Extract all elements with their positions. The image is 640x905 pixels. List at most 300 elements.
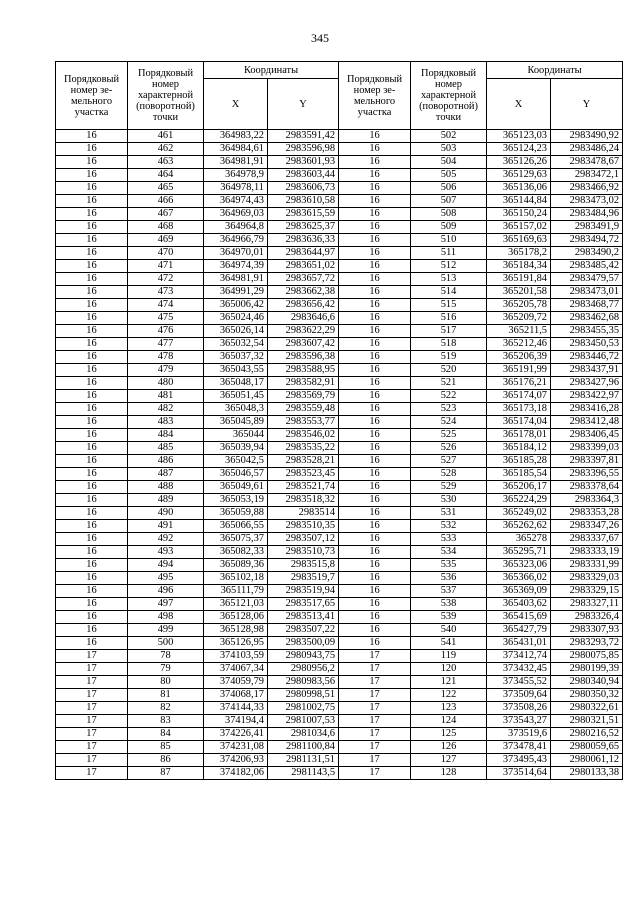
point-cell: 514 [411,286,487,299]
x-cell: 365043,55 [204,364,268,377]
parcel-cell: 16 [339,442,411,455]
x-cell: 365403,62 [487,598,551,611]
x-cell: 365427,79 [487,624,551,637]
parcel-cell: 16 [339,351,411,364]
y-cell: 2980199,39 [551,663,623,676]
header-coordinates: Координаты [204,62,339,79]
parcel-cell: 16 [56,364,128,377]
parcel-cell: 16 [56,481,128,494]
point-cell: 506 [411,182,487,195]
y-cell: 2983473,01 [551,286,623,299]
point-cell: 509 [411,221,487,234]
table-row [56,273,623,286]
x-cell: 365089,36 [204,559,268,572]
parcel-cell: 16 [339,390,411,403]
y-cell: 2983657,72 [268,273,339,286]
y-cell: 2983485,42 [551,260,623,273]
point-cell: 124 [411,715,487,728]
parcel-cell: 17 [56,650,128,663]
x-cell: 364978,11 [204,182,268,195]
y-cell: 2983468,77 [551,299,623,312]
table-header [56,62,623,130]
parcel-cell: 16 [56,273,128,286]
x-cell: 374194,4 [204,715,268,728]
table-row [56,689,623,702]
point-cell: 79 [128,663,204,676]
x-cell: 365039,94 [204,442,268,455]
x-cell: 365053,19 [204,494,268,507]
x-cell: 365173,18 [487,403,551,416]
x-cell: 374206,93 [204,754,268,767]
parcel-cell: 17 [339,741,411,754]
x-cell: 365191,84 [487,273,551,286]
table-row [56,702,623,715]
y-cell: 2983455,35 [551,325,623,338]
x-cell: 364978,9 [204,169,268,182]
y-cell: 2983479,57 [551,273,623,286]
x-cell: 373495,43 [487,754,551,767]
y-cell: 2983569,79 [268,390,339,403]
point-cell: 525 [411,429,487,442]
header-parcel-number: Порядковый номер зе- мельного участка [56,62,128,130]
point-cell: 80 [128,676,204,689]
table-row [56,325,623,338]
y-cell: 2983528,21 [268,455,339,468]
y-cell: 2983510,73 [268,546,339,559]
table-row [56,520,623,533]
y-cell: 2980943,75 [268,650,339,663]
point-cell: 504 [411,156,487,169]
x-cell: 373455,52 [487,676,551,689]
table-row [56,299,623,312]
parcel-cell: 17 [56,663,128,676]
point-cell: 82 [128,702,204,715]
x-cell: 373514,64 [487,767,551,780]
parcel-cell: 17 [56,728,128,741]
parcel-cell: 16 [339,273,411,286]
point-cell: 462 [128,143,204,156]
point-cell: 128 [411,767,487,780]
y-cell: 2983535,22 [268,442,339,455]
table-row [56,468,623,481]
y-cell: 2983462,68 [551,312,623,325]
x-cell: 364983,22 [204,130,268,143]
parcel-cell: 17 [56,767,128,780]
header-coordinates: Координаты [487,62,623,79]
parcel-cell: 16 [56,624,128,637]
x-cell: 365046,57 [204,468,268,481]
x-cell: 365205,78 [487,299,551,312]
x-cell: 365144,84 [487,195,551,208]
y-cell: 2983662,38 [268,286,339,299]
x-cell: 364984,61 [204,143,268,156]
parcel-cell: 16 [339,221,411,234]
point-cell: 519 [411,351,487,364]
x-cell: 374067,34 [204,663,268,676]
point-cell: 528 [411,468,487,481]
y-cell: 2983656,42 [268,299,339,312]
point-cell: 119 [411,650,487,663]
parcel-cell: 16 [56,585,128,598]
point-cell: 537 [411,585,487,598]
point-cell: 470 [128,247,204,260]
parcel-cell: 16 [339,338,411,351]
point-cell: 85 [128,741,204,754]
x-cell: 364981,91 [204,273,268,286]
point-cell: 482 [128,403,204,416]
table-row [56,182,623,195]
x-cell: 365126,95 [204,637,268,650]
point-cell: 508 [411,208,487,221]
table-row [56,624,623,637]
x-cell: 365169,63 [487,234,551,247]
x-cell: 365124,23 [487,143,551,156]
x-cell: 365129,63 [487,169,551,182]
table-row [56,130,623,143]
x-cell: 365174,04 [487,416,551,429]
y-cell: 2980133,38 [551,767,623,780]
y-cell: 2983519,94 [268,585,339,598]
x-cell: 365059,88 [204,507,268,520]
parcel-cell: 16 [56,429,128,442]
parcel-cell: 16 [56,611,128,624]
x-cell: 365037,32 [204,351,268,364]
parcel-cell: 16 [56,637,128,650]
table-row [56,286,623,299]
x-cell: 365128,98 [204,624,268,637]
table-row [56,494,623,507]
y-cell: 2983378,64 [551,481,623,494]
parcel-cell: 16 [339,299,411,312]
point-cell: 513 [411,273,487,286]
y-cell: 2983490,2 [551,247,623,260]
x-cell: 365082,33 [204,546,268,559]
point-cell: 87 [128,767,204,780]
table-row [56,208,623,221]
parcel-cell: 16 [56,546,128,559]
x-cell: 365185,28 [487,455,551,468]
parcel-cell: 16 [339,312,411,325]
parcel-cell: 16 [56,468,128,481]
y-cell: 2980321,51 [551,715,623,728]
x-cell: 365174,07 [487,390,551,403]
table-row [56,585,623,598]
y-cell: 2983507,22 [268,624,339,637]
point-cell: 522 [411,390,487,403]
y-cell: 2983329,15 [551,585,623,598]
parcel-cell: 16 [339,494,411,507]
y-cell: 2983582,91 [268,377,339,390]
y-cell: 2983546,02 [268,429,339,442]
point-cell: 481 [128,390,204,403]
parcel-cell: 16 [56,312,128,325]
x-cell: 365048,3 [204,403,268,416]
y-cell: 2983625,37 [268,221,339,234]
y-cell: 2983446,72 [551,351,623,364]
parcel-cell: 16 [339,130,411,143]
point-cell: 488 [128,481,204,494]
point-cell: 505 [411,169,487,182]
point-cell: 532 [411,520,487,533]
table-row [56,507,623,520]
parcel-cell: 16 [339,377,411,390]
parcel-cell: 16 [339,546,411,559]
parcel-cell: 16 [56,494,128,507]
x-cell: 365184,34 [487,260,551,273]
parcel-cell: 17 [339,676,411,689]
x-cell: 374231,08 [204,741,268,754]
header-parcel-number: Порядковый номер зе- мельного участка [339,62,411,130]
table-row [56,715,623,728]
parcel-cell: 16 [339,507,411,520]
y-cell: 2980075,85 [551,650,623,663]
point-cell: 518 [411,338,487,351]
y-cell: 2981131,51 [268,754,339,767]
table-row [56,156,623,169]
header-x: X [204,79,268,130]
parcel-cell: 16 [56,195,128,208]
parcel-cell: 16 [339,481,411,494]
x-cell: 365369,09 [487,585,551,598]
y-cell: 2983523,45 [268,468,339,481]
y-cell: 2983399,03 [551,442,623,455]
x-cell: 374226,41 [204,728,268,741]
point-cell: 120 [411,663,487,676]
table-row [56,546,623,559]
parcel-cell: 16 [339,559,411,572]
header-y: Y [268,79,339,130]
y-cell: 2983364,3 [551,494,623,507]
y-cell: 2983486,24 [551,143,623,156]
point-cell: 468 [128,221,204,234]
y-cell: 2983517,65 [268,598,339,611]
point-cell: 467 [128,208,204,221]
point-cell: 471 [128,260,204,273]
y-cell: 2983636,33 [268,234,339,247]
y-cell: 2983422,97 [551,390,623,403]
parcel-cell: 16 [56,325,128,338]
parcel-cell: 16 [56,533,128,546]
table-row [56,338,623,351]
parcel-cell: 16 [56,416,128,429]
y-cell: 2983518,32 [268,494,339,507]
y-cell: 2983397,81 [551,455,623,468]
x-cell: 365126,26 [487,156,551,169]
x-cell: 365295,71 [487,546,551,559]
parcel-cell: 16 [56,169,128,182]
y-cell: 2983491,9 [551,221,623,234]
point-cell: 530 [411,494,487,507]
table-row [56,741,623,754]
parcel-cell: 17 [339,689,411,702]
point-cell: 507 [411,195,487,208]
table-row [56,390,623,403]
x-cell: 364974,39 [204,260,268,273]
parcel-cell: 17 [56,676,128,689]
point-cell: 490 [128,507,204,520]
y-cell: 2983416,28 [551,403,623,416]
parcel-cell: 16 [56,377,128,390]
x-cell: 365042,5 [204,455,268,468]
x-cell: 374068,17 [204,689,268,702]
parcel-cell: 17 [339,650,411,663]
parcel-cell: 16 [339,624,411,637]
y-cell: 2981002,75 [268,702,339,715]
point-cell: 540 [411,624,487,637]
x-cell: 374144,33 [204,702,268,715]
parcel-cell: 16 [339,247,411,260]
parcel-cell: 16 [339,520,411,533]
y-cell: 2980350,32 [551,689,623,702]
parcel-cell: 17 [56,741,128,754]
point-cell: 463 [128,156,204,169]
y-cell: 2983591,42 [268,130,339,143]
y-cell: 2983514 [268,507,339,520]
table-row [56,169,623,182]
point-cell: 520 [411,364,487,377]
x-cell: 365048,17 [204,377,268,390]
x-cell: 365045,89 [204,416,268,429]
parcel-cell: 17 [339,767,411,780]
y-cell: 2983559,48 [268,403,339,416]
y-cell: 2983466,92 [551,182,623,195]
point-cell: 125 [411,728,487,741]
y-cell: 2983347,26 [551,520,623,533]
y-cell: 2983406,45 [551,429,623,442]
table-row [56,429,623,442]
point-cell: 475 [128,312,204,325]
x-cell: 365006,42 [204,299,268,312]
point-cell: 123 [411,702,487,715]
y-cell: 2983606,73 [268,182,339,195]
parcel-cell: 16 [339,585,411,598]
point-cell: 502 [411,130,487,143]
point-cell: 480 [128,377,204,390]
x-cell: 365415,69 [487,611,551,624]
table-row [56,637,623,650]
y-cell: 2983307,93 [551,624,623,637]
point-cell: 464 [128,169,204,182]
point-cell: 535 [411,559,487,572]
y-cell: 2980059,65 [551,741,623,754]
table-row [56,572,623,585]
parcel-cell: 17 [56,754,128,767]
x-cell: 364966,79 [204,234,268,247]
table-row [56,442,623,455]
parcel-cell: 16 [56,338,128,351]
parcel-cell: 16 [56,234,128,247]
x-cell: 365051,45 [204,390,268,403]
parcel-cell: 16 [339,208,411,221]
y-cell: 2983588,95 [268,364,339,377]
parcel-cell: 16 [339,325,411,338]
y-cell: 2983515,8 [268,559,339,572]
table-row [56,559,623,572]
table-row [56,611,623,624]
point-cell: 526 [411,442,487,455]
parcel-cell: 16 [339,169,411,182]
x-cell: 365206,39 [487,351,551,364]
point-cell: 523 [411,403,487,416]
table-row [56,247,623,260]
y-cell: 2980998,51 [268,689,339,702]
point-cell: 541 [411,637,487,650]
y-cell: 2983651,02 [268,260,339,273]
x-cell: 365323,06 [487,559,551,572]
point-cell: 84 [128,728,204,741]
point-cell: 498 [128,611,204,624]
x-cell: 374059,79 [204,676,268,689]
x-cell: 365136,06 [487,182,551,195]
point-cell: 479 [128,364,204,377]
y-cell: 2983326,4 [551,611,623,624]
x-cell: 364974,43 [204,195,268,208]
y-cell: 2980983,56 [268,676,339,689]
point-cell: 516 [411,312,487,325]
parcel-cell: 16 [339,403,411,416]
point-cell: 517 [411,325,487,338]
x-cell: 365111,79 [204,585,268,598]
parcel-cell: 16 [56,208,128,221]
point-cell: 491 [128,520,204,533]
point-cell: 539 [411,611,487,624]
point-cell: 538 [411,598,487,611]
y-cell: 2983412,48 [551,416,623,429]
x-cell: 365206,17 [487,481,551,494]
header-point-number: Порядковый номер характерной (поворотной) точки [128,62,204,130]
table-row [56,364,623,377]
point-cell: 466 [128,195,204,208]
point-cell: 461 [128,130,204,143]
point-cell: 492 [128,533,204,546]
header-x: X [487,79,551,130]
y-cell: 2983500,09 [268,637,339,650]
table-row [56,403,623,416]
y-cell: 2981143,5 [268,767,339,780]
parcel-cell: 16 [56,286,128,299]
y-cell: 2983329,03 [551,572,623,585]
parcel-cell: 16 [339,611,411,624]
parcel-cell: 16 [339,234,411,247]
table-row [56,598,623,611]
x-cell: 365066,55 [204,520,268,533]
point-cell: 126 [411,741,487,754]
x-cell: 365249,02 [487,507,551,520]
y-cell: 2983337,67 [551,533,623,546]
point-cell: 489 [128,494,204,507]
point-cell: 476 [128,325,204,338]
parcel-cell: 16 [56,221,128,234]
parcel-cell: 16 [339,598,411,611]
parcel-cell: 16 [56,572,128,585]
point-cell: 536 [411,572,487,585]
parcel-cell: 16 [339,156,411,169]
parcel-cell: 17 [339,702,411,715]
table-row [56,533,623,546]
parcel-cell: 17 [339,728,411,741]
point-cell: 493 [128,546,204,559]
y-cell: 2983333,19 [551,546,623,559]
x-cell: 365209,72 [487,312,551,325]
parcel-cell: 17 [56,689,128,702]
point-cell: 511 [411,247,487,260]
y-cell: 2980956,2 [268,663,339,676]
y-cell: 2983596,38 [268,351,339,364]
table-row [56,728,623,741]
y-cell: 2983331,99 [551,559,623,572]
parcel-cell: 16 [56,559,128,572]
table-row [56,455,623,468]
